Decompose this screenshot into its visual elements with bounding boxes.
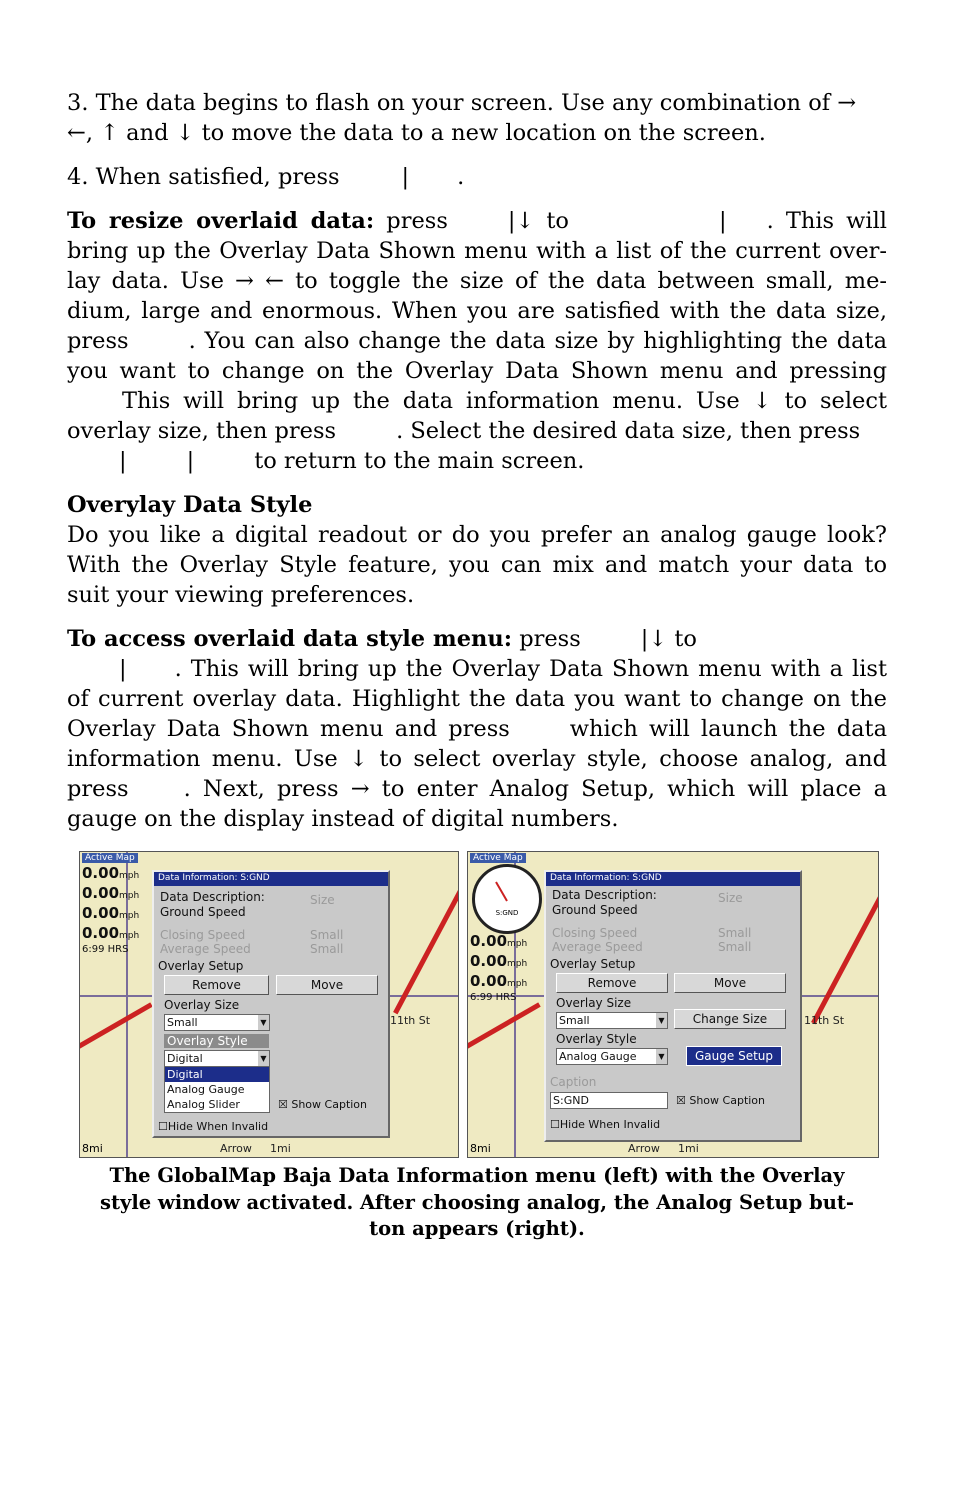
size-small: Small xyxy=(310,928,344,942)
chevron-down-icon: ▼ xyxy=(656,1049,667,1064)
access-paragraph: To access overlaid data style menu: press |↓ to | . This will bring up the Overlay Data Shown menu with a list of current overlay data. Highlight the data you want to change on the Overlay Data Shown menu and press which will launch the data information menu. Use ↓ to select overlay style, choose analog, and press . Next, press → to enter Analog Setup, which will place a gauge on the display instead of digital numbers. xyxy=(67,626,887,832)
screenshot-left xyxy=(79,851,459,1158)
overlay-style-options xyxy=(164,1066,270,1113)
overlay-style-label: Overlay Style xyxy=(556,1032,637,1046)
readout-digital: 0.00mph xyxy=(470,952,528,970)
active-map-label: Active Map xyxy=(82,853,138,863)
street-label: 11th St xyxy=(390,1014,431,1027)
scale-1mi: 1mi xyxy=(270,1142,291,1155)
caption-line-2: style window activated. After choosing analog, the Analog Setup but- xyxy=(100,1190,854,1214)
step-3 xyxy=(67,88,887,148)
chevron-down-icon: ▼ xyxy=(656,1013,667,1028)
size-header: Size xyxy=(718,891,743,905)
map-scale: 8mi xyxy=(82,1142,103,1155)
chevron-down-icon: ▼ xyxy=(258,1051,269,1066)
gauge-needle xyxy=(495,881,508,901)
page-text xyxy=(67,88,887,848)
show-caption-checkbox[interactable]: ☒ Show Caption xyxy=(278,1098,368,1111)
dialog-title: Data Information: S:GND xyxy=(546,872,800,886)
arrow-label: Arrow xyxy=(628,1142,660,1155)
overlay-size-label: Overlay Size xyxy=(164,998,240,1012)
figure xyxy=(79,851,877,1156)
overlay-size-label: Overlay Size xyxy=(556,996,632,1010)
change-size-button[interactable]: Change Size xyxy=(674,1009,786,1029)
caption-line-1: The GlobalMap Baja Data Information menu (left) with the Overlay xyxy=(109,1164,845,1187)
size-header: Size xyxy=(310,893,335,907)
step-3-line-2: ←, ↑ and ↓ to move the data to a new location on the screen. xyxy=(67,120,766,146)
overlay-setup-label: Overlay Setup xyxy=(158,959,244,973)
overlay-style-select[interactable]: Digital ▼ xyxy=(164,1050,270,1067)
option-analog-slider[interactable]: Analog Slider xyxy=(167,1098,240,1111)
readout-digital: 0.00mph xyxy=(470,932,528,950)
screenshot-right xyxy=(467,851,879,1158)
data-description-label: Data Description: xyxy=(160,890,265,904)
section-heading: Overylay Data Style xyxy=(67,492,313,518)
chevron-down-icon: ▼ xyxy=(258,1015,269,1030)
readout-digital: 0.00mph xyxy=(82,924,140,942)
overlay-style-label: Overlay Style xyxy=(164,1034,269,1048)
hide-when-invalid-checkbox[interactable]: ☐Hide When Invalid xyxy=(158,1120,269,1133)
data-information-dialog xyxy=(544,870,802,1142)
move-button[interactable]: Move xyxy=(276,975,378,995)
move-button[interactable]: Move xyxy=(674,973,786,993)
dialog-title: Data Information: S:GND xyxy=(154,872,388,886)
option-digital[interactable]: Digital xyxy=(165,1067,269,1082)
scale-1mi: 1mi xyxy=(678,1142,699,1155)
size-small: Small xyxy=(310,942,344,956)
map-scale: 8mi xyxy=(470,1142,491,1155)
overlay-size-select[interactable]: Small ▼ xyxy=(556,1012,668,1029)
size-small: Small xyxy=(718,940,752,954)
street-label: 11th St xyxy=(804,1014,845,1027)
closing-speed: Closing Speed xyxy=(552,926,638,940)
data-description-label: Data Description: xyxy=(552,888,657,902)
step-3-line-1: 3. The data begins to flash on your screen. Use any combination of → xyxy=(67,90,857,116)
gauge-setup-button[interactable]: Gauge Setup xyxy=(686,1046,782,1066)
overlay-setup-label: Overlay Setup xyxy=(550,957,636,971)
option-analog-gauge[interactable]: Analog Gauge xyxy=(167,1083,245,1096)
readout-digital: 0.00mph xyxy=(470,972,528,990)
remove-button[interactable]: Remove xyxy=(164,975,269,995)
caption-label: Caption xyxy=(550,1075,597,1089)
size-small: Small xyxy=(718,926,752,940)
readout-time: 6:99 HRS xyxy=(470,992,517,1003)
resize-paragraph: To resize overlaid data: press |↓ to | . This will bring up the Overlay Data Shown menu with a list of the current over-lay data. Use → ← to toggle the size of the data between small, me-dium, large and enormous. When you are satisfied with the data size, press . You can also change the data size by highlighting the data you want to change on the Overlay Data Shown menu and pressing This will bring up the data information menu. Use ↓ to select overlay size, then press . Select the desired data size, then press | | to return to the main screen. xyxy=(67,208,887,474)
hide-when-invalid-checkbox[interactable]: ☐Hide When Invalid xyxy=(550,1118,661,1131)
ground-speed-value: Ground Speed xyxy=(552,903,638,917)
analog-gauge xyxy=(472,864,542,934)
overlay-size-select[interactable]: Small ▼ xyxy=(164,1014,270,1031)
step-4: 4. When satisfied, press | . xyxy=(67,164,465,190)
remove-button[interactable]: Remove xyxy=(556,973,668,993)
style-paragraph: Do you like a digital readout or do you prefer an analog gauge look? With the Overlay Style feature, you can mix and match your data to suit your viewing preferences. xyxy=(67,522,887,608)
figure-caption xyxy=(67,1163,887,1243)
readout-digital: 0.00mph xyxy=(82,904,140,922)
closing-speed: Closing Speed xyxy=(160,928,246,942)
gauge-caption: S:GND xyxy=(495,909,519,917)
average-speed: Average Speed xyxy=(552,940,643,954)
average-speed: Average Speed xyxy=(160,942,251,956)
show-caption-checkbox[interactable]: ☒ Show Caption xyxy=(676,1094,766,1107)
ground-speed-value: Ground Speed xyxy=(160,905,246,919)
caption-input[interactable]: S:GND xyxy=(550,1092,668,1109)
data-information-dialog xyxy=(152,870,390,1138)
caption-line-3: ton appears (right). xyxy=(369,1217,585,1240)
overlay-style-select[interactable]: Analog Gauge ▼ xyxy=(556,1048,668,1065)
arrow-label: Arrow xyxy=(220,1142,252,1155)
readout-digital: 0.00mph xyxy=(82,864,140,882)
readout-time: 6:99 HRS xyxy=(82,944,129,955)
readout-digital: 0.00mph xyxy=(82,884,140,902)
active-map-label: Active Map xyxy=(470,853,526,863)
